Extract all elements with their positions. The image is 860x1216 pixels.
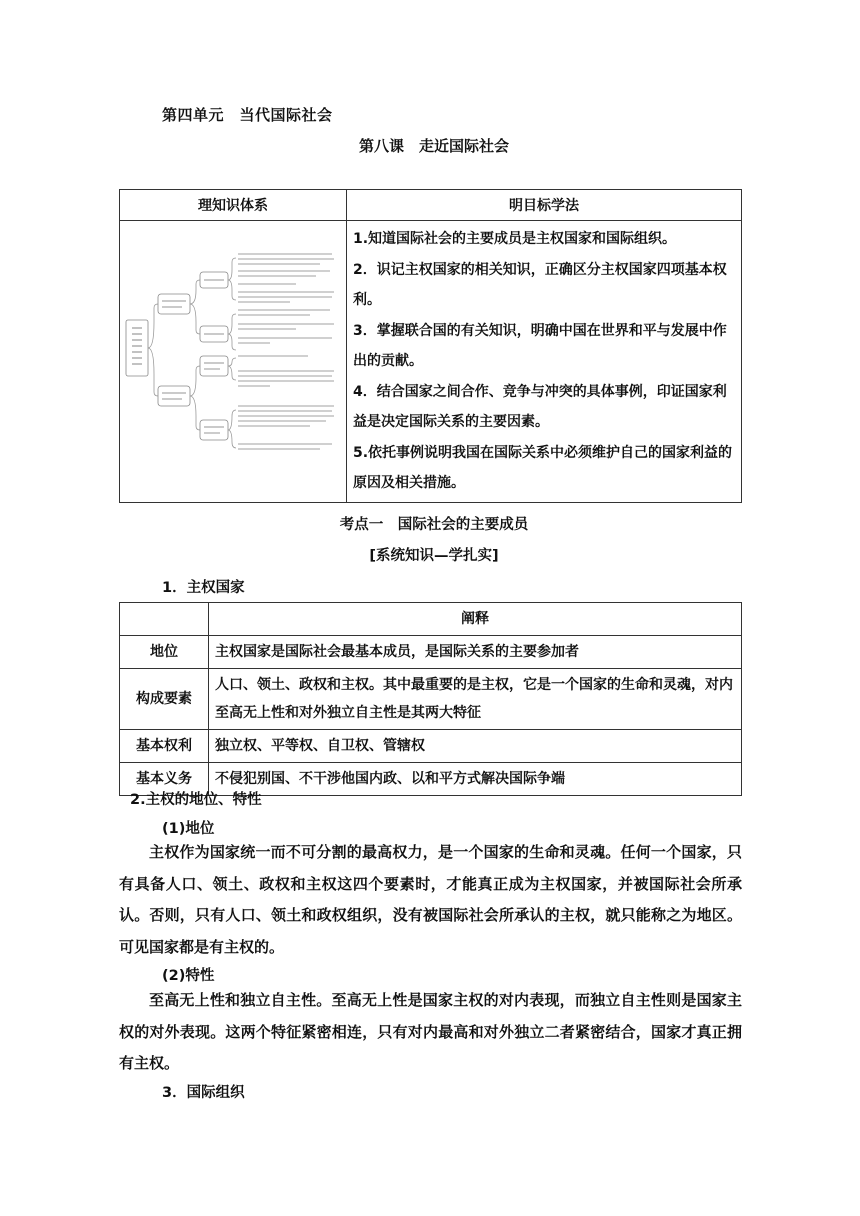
overview-col2-header: 明目标学法 bbox=[347, 190, 742, 221]
row-text: 主权国家是国际社会最基本成员，是国际关系的主要参加者 bbox=[209, 636, 742, 669]
goal-item: 2．识记主权国家的相关知识，正确区分主权国家四项基本权利。 bbox=[353, 261, 727, 308]
overview-col1-header: 理知识体系 bbox=[120, 190, 347, 221]
row-label: 构成要素 bbox=[120, 669, 209, 730]
section-subtitle: [系统知识—学扎实] bbox=[369, 548, 499, 564]
overview-table bbox=[119, 189, 742, 503]
mind-map-cell bbox=[120, 221, 347, 503]
row-text: 不侵犯别国、不干涉他国内政、以和平方式解决国际争端 bbox=[209, 763, 742, 796]
explanation-header: 阐释 bbox=[209, 603, 742, 636]
row-label: 基本权利 bbox=[120, 730, 209, 763]
item3-heading: 3．国际组织 bbox=[162, 1085, 245, 1101]
goal-item: 1.知道国际社会的主要成员是主权国家和国际组织。 bbox=[353, 231, 677, 247]
goals-cell bbox=[347, 221, 742, 503]
item1-heading: 1．主权国家 bbox=[162, 580, 245, 596]
goal-item: 4．结合国家之间合作、竞争与冲突的具体事例，印证国家利益是决定国际关系的主要因素。 bbox=[353, 383, 727, 430]
sovereign-state-table bbox=[119, 602, 742, 796]
mind-map-image bbox=[120, 226, 342, 492]
lesson-title: 第八课 走近国际社会 bbox=[358, 137, 509, 155]
row-text: 独立权、平等权、自卫权、管辖权 bbox=[209, 730, 742, 763]
row-text: 人口、领土、政权和主权。其中最重要的是主权，它是一个国家的生命和灵魂，对内至高无上性和对外独立自主性是其两大特征 bbox=[209, 669, 742, 730]
sub2-heading: (2)特性 bbox=[162, 968, 215, 984]
row-label: 基本义务 bbox=[120, 763, 209, 796]
blank-header-cell bbox=[120, 603, 209, 636]
paragraph-status: 主权作为国家统一而不可分割的最高权力，是一个国家的生命和灵魂。任何一个国家，只有具备人口、领土、政权和主权这四个要素时，才能真正成为主权国家，并被国际社会所承认。否则，只有人口、领土和政权组织，没有被国际社会所承认的主权，就只能称之为地区。可见国家都是有主权的。 bbox=[119, 843, 742, 956]
paragraph-characteristics: 至高无上性和独立自主性。至高无上性是国家主权的对内表现，而独立自主性则是国家主权的对外表现。这两个特征紧密相连，只有对内最高和对外独立二者紧密结合，国家才真正拥有主权。 bbox=[119, 991, 742, 1072]
unit-title: 第四单元 当代国际社会 bbox=[162, 106, 333, 124]
sub1-heading: (1)地位 bbox=[162, 821, 215, 837]
goal-item: 5.依托事例说明我国在国际关系中必须维护自己的国家利益的原因及相关措施。 bbox=[353, 444, 733, 491]
item2-heading: 2.主权的地位、特性 bbox=[130, 792, 262, 808]
row-label: 地位 bbox=[120, 636, 209, 669]
goal-item: 3．掌握联合国的有关知识，明确中国在世界和平与发展中作出的贡献。 bbox=[353, 322, 727, 369]
section-title: 考点一 国际社会的主要成员 bbox=[339, 517, 529, 533]
